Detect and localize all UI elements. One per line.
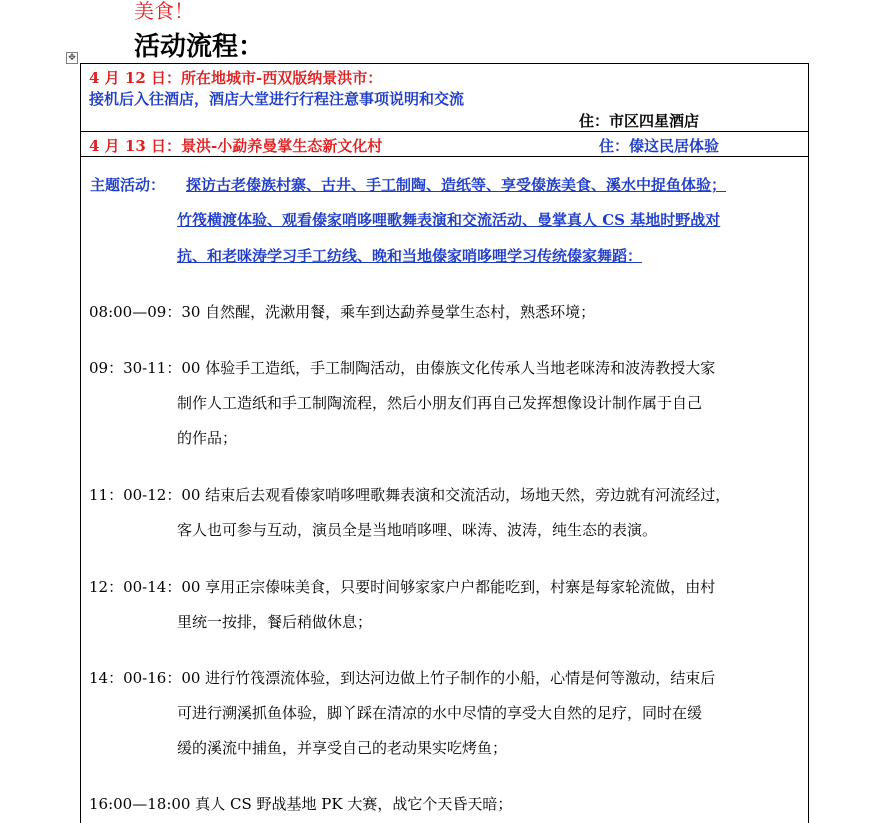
day1-accommodation: 住：市区四星酒店	[579, 112, 700, 130]
schedule-line: 11：00-12：00 结束后去观看傣家哨哆哩歌舞表演和交流活动，场地天然，旁边就有河流经过，	[89, 486, 731, 504]
section-title: 活动流程：	[134, 32, 265, 62]
schedule-line: 08:00—09：30 自然醒，洗漱用餐，乘车到达勐养曼掌生态村，熟悉环境；	[89, 303, 596, 321]
itinerary-table	[80, 63, 809, 823]
day1-description: 接机后入往酒店，酒店大堂进行行程注意事项说明和交流	[89, 90, 465, 108]
theme-activity-line[interactable]: 抗、和老咪涛学习手工纺线、晚和当地傣家哨哆哩学习传统傣家舞蹈：	[177, 247, 643, 265]
day1-title: 4 月 12 日：所在地城市-西双版纳景洪市：	[89, 69, 383, 87]
intro-text: 美食！	[134, 0, 194, 23]
schedule-line: 14：00-16：00 进行竹筏漂流体验，到达河边做上竹子制作的小船，心情是何等激动，结束后	[89, 669, 716, 687]
table-move-handle-icon[interactable]: ✥	[66, 52, 78, 64]
row-divider	[81, 156, 808, 157]
row-divider	[81, 131, 808, 132]
schedule-line: 09：30-11：00 体验手工造纸，手工制陶活动，由傣族文化传承人当地老咪涛和波涛教授大家	[89, 359, 716, 377]
day2-title: 4 月 13 日：景洪-小勐养曼掌生态新文化村	[89, 137, 383, 155]
schedule-line: 的作品；	[177, 429, 238, 447]
schedule-line: 里统一按排，餐后稍做休息；	[177, 613, 373, 631]
theme-label: 主题活动：	[90, 176, 166, 194]
schedule-line: 缓的溪流中捕鱼，并享受自己的老动果实吃烤鱼；	[177, 739, 508, 757]
schedule-line: 12：00-14：00 享用正宗傣味美食，只要时间够家家户户都能吃到，村寨是每家轮流做，由村	[89, 578, 716, 596]
day2-accommodation: 住：傣这民居体验	[599, 137, 720, 155]
theme-activity-line[interactable]: 竹筏横渡体验、观看傣家哨哆哩歌舞表演和交流活动、曼掌真人 CS 基地时野战对	[177, 211, 721, 229]
theme-activity-line[interactable]: 探访古老傣族村寨、古井、手工制陶、造纸等、享受傣族美食、溪水中捉鱼体验；	[186, 176, 727, 194]
schedule-line: 可进行溯溪抓鱼体验，脚丫踩在清凉的水中尽情的享受大自然的足疗，同时在缓	[177, 704, 703, 722]
schedule-line: 客人也可参与互动，演员全是当地哨哆哩、咪涛、波涛，纯生态的表演。	[177, 521, 658, 539]
schedule-line: 制作人工造纸和手工制陶流程，然后小朋友们再自己发挥想像设计制作属于自己	[177, 394, 703, 412]
schedule-line: 16:00—18:00 真人 CS 野战基地 PK 大赛，战它个天昏天暗；	[89, 795, 513, 813]
